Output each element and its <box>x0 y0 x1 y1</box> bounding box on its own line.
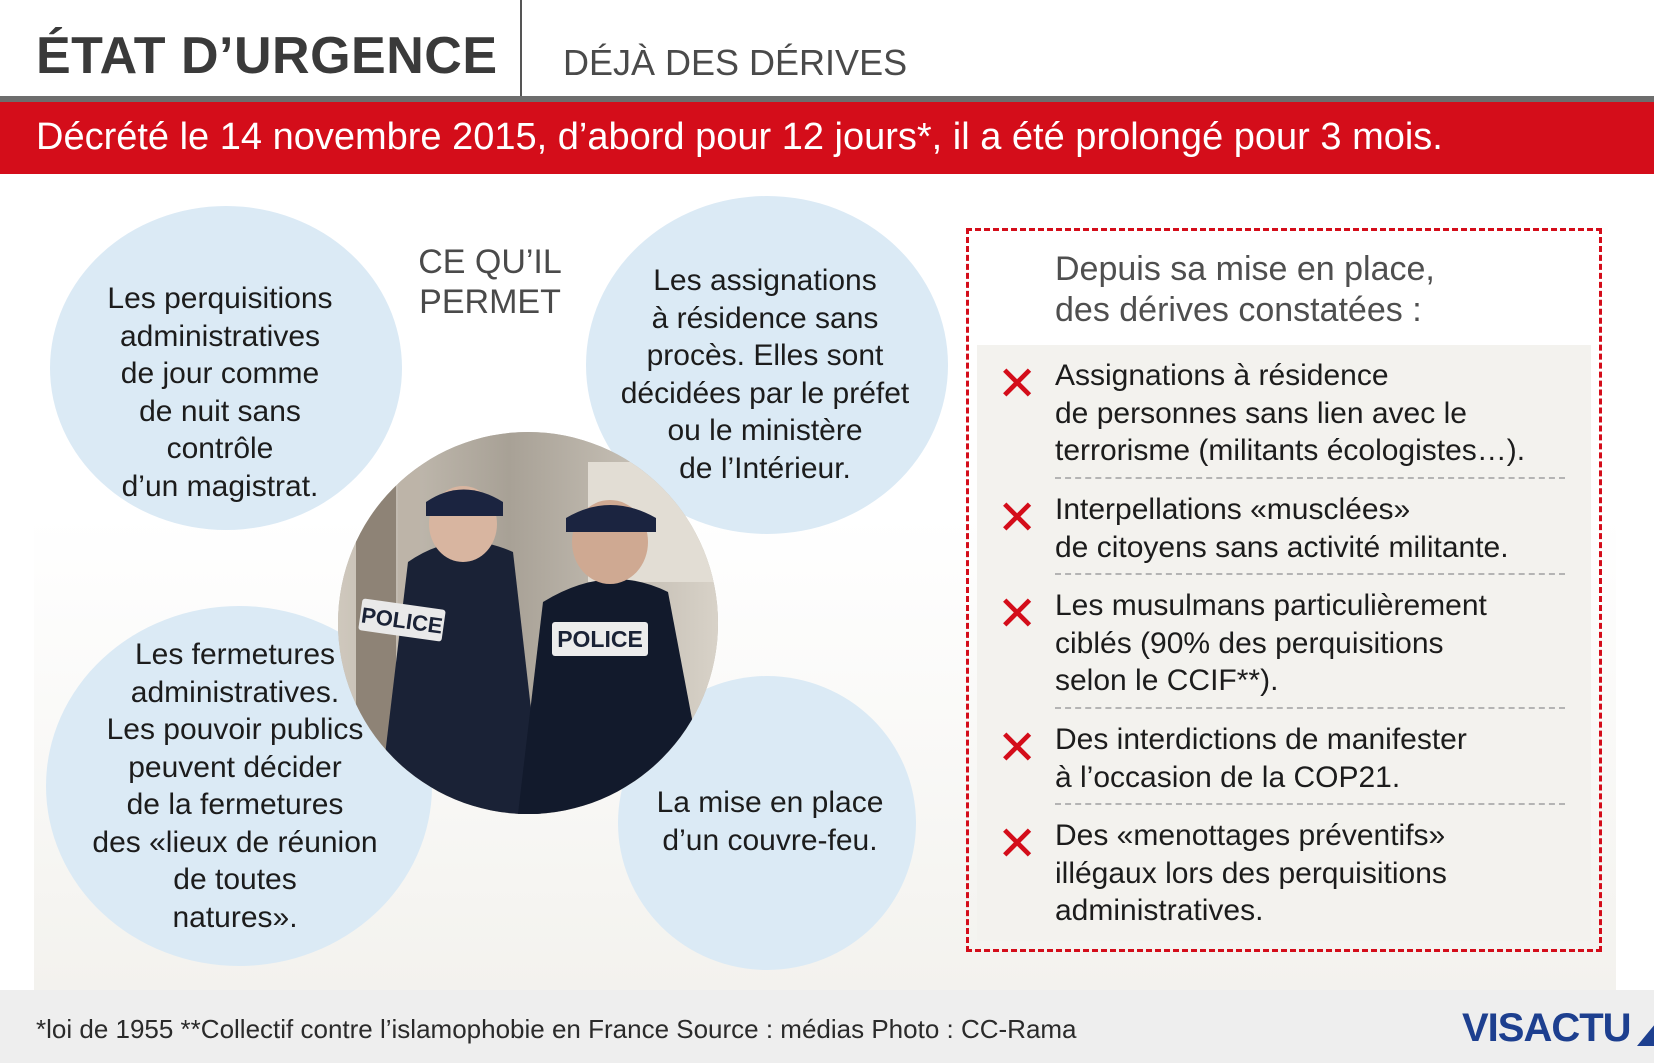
list-item-text: Des interdictions de manifester à l’occasion de la COP21. <box>1055 723 1467 794</box>
visactu-logo-icon <box>1635 1008 1654 1048</box>
list-item-text: Assignations à résidence de personnes sans lien avec le terrorisme (militants écologistes…). <box>1055 359 1526 467</box>
list-divider <box>1055 707 1565 709</box>
bubble-perquisitions-text: Les perquisitions administratives de jour comme de nuit sans contrôle d’un magistrat. <box>107 282 333 503</box>
cross-icon: ✕ <box>997 358 1038 411</box>
page-title: ÉTAT D’URGENCE <box>36 27 498 85</box>
intro-banner-text: Décrété le 14 novembre 2015, d’abord pour 12 jours*, il a été prolongé pour 3 mois. <box>36 116 1443 158</box>
header <box>0 0 1654 98</box>
list-divider <box>1055 803 1565 805</box>
list-divider <box>1055 477 1565 479</box>
header-divider <box>520 0 522 98</box>
footer <box>0 990 1654 1063</box>
bubble-couvre-feu-text: La mise en place d’un couvre-feu. <box>656 786 884 857</box>
cross-icon: ✕ <box>997 588 1038 641</box>
footnote-sources: *loi de 1955 **Collectif contre l’islamophobie en France Source : médias Photo : CC-Rama <box>36 1014 1077 1044</box>
visactu-logo <box>1462 1006 1654 1050</box>
page-subtitle: DÉJÀ DES DÉRIVES <box>563 42 908 83</box>
derives-list <box>977 345 1591 941</box>
bubble-assignations-text: Les assignations à résidence sans procès. Elles sont décidées par le préfet ou le ministère de l’Intérieur. <box>620 264 910 485</box>
list-item-text: Les musulmans particulièrement ciblés (90% des perquisitions selon le CCIF**). <box>1055 589 1487 697</box>
bubble-fermetures-text: Les fermetures administratives. Les pouvoir publics peuvent décider de la fermetures des «lieux de réunion de toutes natures». <box>92 638 378 934</box>
derives-heading: Depuis sa mise en place, des dérives constatées : <box>1055 250 1435 329</box>
intro-banner <box>0 102 1654 174</box>
visactu-logo-text: VISACTU <box>1462 1005 1631 1050</box>
police-badge-left-text: POLICE <box>359 602 445 639</box>
derives-box <box>966 228 1602 952</box>
cross-icon: ✕ <box>997 818 1038 871</box>
list-divider <box>1055 573 1565 575</box>
cross-icon: ✕ <box>997 722 1038 775</box>
list-item-text: Interpellations «musclées» de citoyens sans activité militante. <box>1055 493 1509 564</box>
police-badge-right-text: POLICE <box>557 626 643 652</box>
list-item-text: Des «menottages préventifs» illégaux lors des perquisitions administratives. <box>1055 819 1447 927</box>
permet-label: CE QU’IL PERMET <box>418 243 562 321</box>
cross-icon: ✕ <box>997 492 1038 545</box>
